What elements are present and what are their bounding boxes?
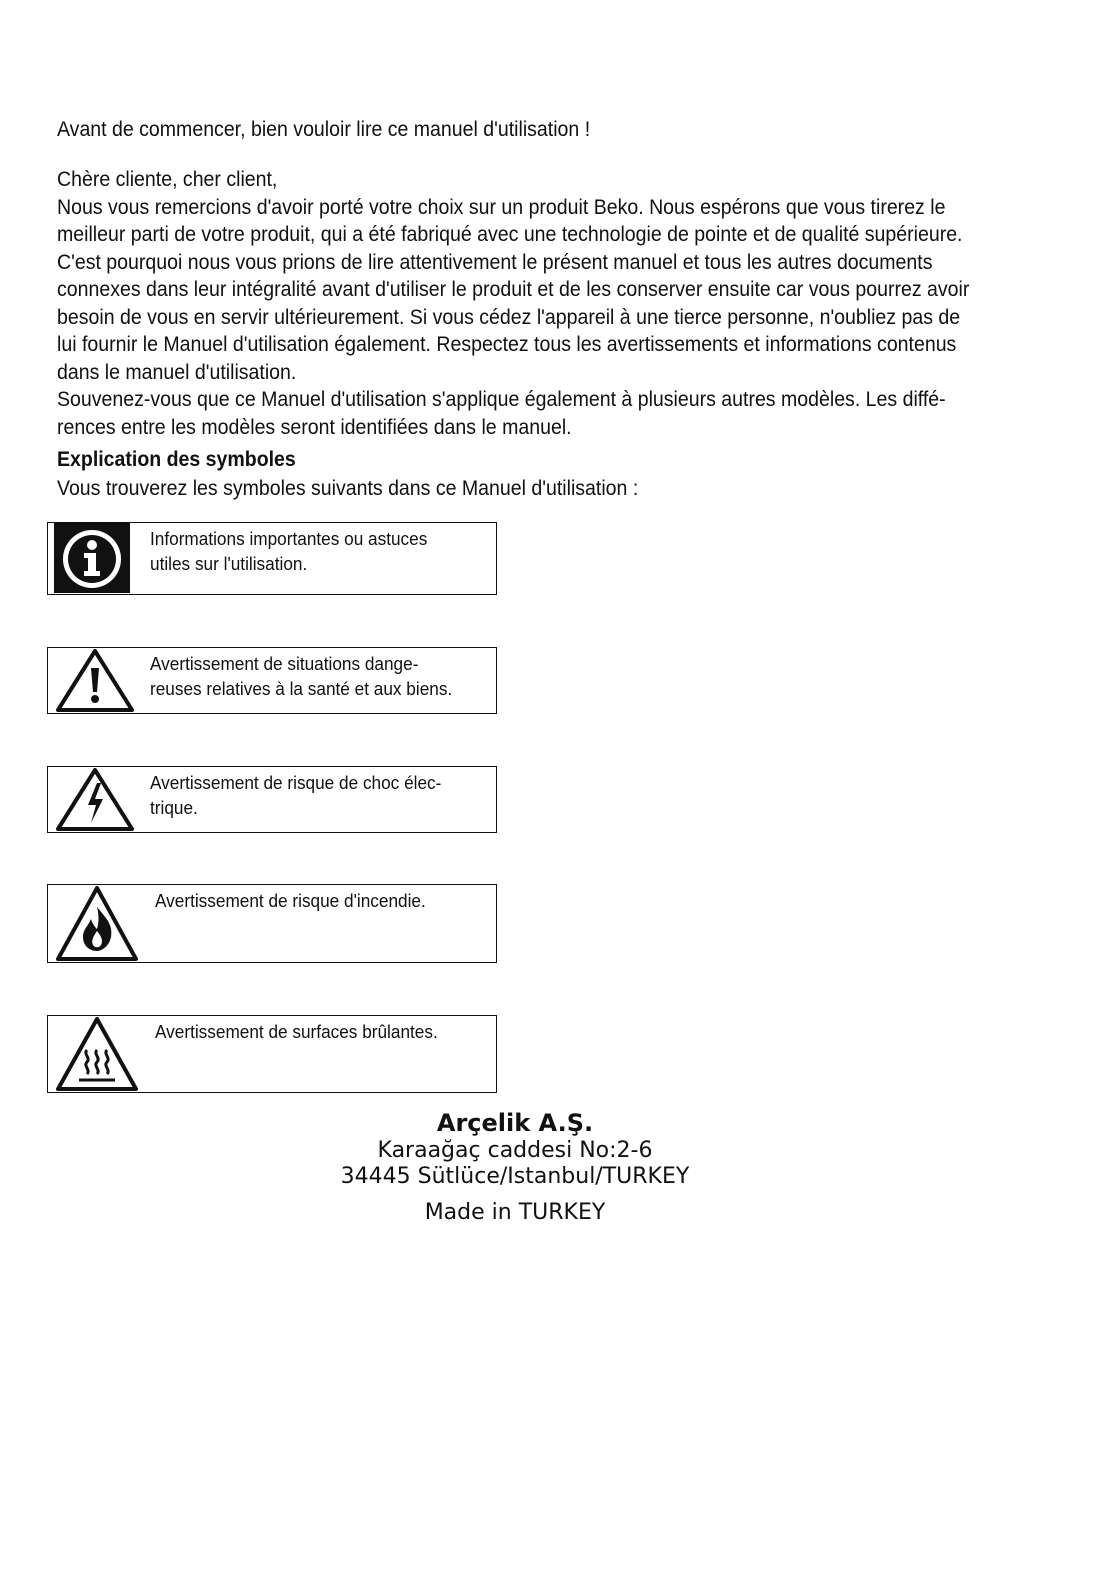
intro-text <box>57 166 992 441</box>
company-address <box>300 1108 730 1226</box>
symbol-box-warning <box>47 647 497 714</box>
intro-line: lui fournir le Manuel d'utilisation également. Respectez tous les avertissements et informations contenus <box>57 333 957 356</box>
symbol-box-info <box>47 522 497 595</box>
intro-line: Chère cliente, cher client, <box>57 168 278 191</box>
symbols-title: Explication des symboles <box>57 448 296 471</box>
company-name: Arçelik A.Ş. <box>436 1109 594 1137</box>
symbol-label-line: utiles sur l'utilisation. <box>150 553 308 574</box>
intro-line: dans le manuel d'utilisation. <box>57 360 297 384</box>
company-street: Karaağaç caddesi No:2-6 <box>377 1138 653 1163</box>
intro-line: Nous vous remercions d'avoir porté votre choix sur un produit Beko. Nous espérons que vous tirerez le <box>57 195 946 219</box>
symbol-box-fire <box>47 884 497 963</box>
symbol-label <box>155 888 499 913</box>
intro-line: connexes dans leur intégralité avant d'utiliser le produit et de les conserver ensuite car vous pourrez avoir <box>57 278 970 301</box>
symbol-label-line: Informations importantes ou astuces <box>150 528 428 549</box>
electric-shock-icon <box>55 767 135 831</box>
symbol-label-line: Avertissement de risque de choc élec- <box>150 772 442 793</box>
symbol-label-line: Avertissement de situations dange- <box>150 653 419 674</box>
info-icon <box>54 523 130 593</box>
intro-line: C'est pourquoi nous vous prions de lire attentivement le présent manuel et tous les autres documents <box>57 250 933 274</box>
intro-line: besoin de vous en servir ultérieurement. Si vous cédez l'appareil à une tierce personne, n'oubliez pas de <box>57 305 961 329</box>
symbol-box-hot-surface <box>47 1015 497 1093</box>
symbol-label <box>150 770 494 820</box>
warning-icon <box>55 648 135 712</box>
symbol-label-line: trique. <box>150 797 198 818</box>
company-city: 34445 Sütlüce/Istanbul/TURKEY <box>340 1164 690 1189</box>
symbol-label <box>150 526 494 576</box>
fire-icon <box>55 885 139 961</box>
page-heading: Avant de commencer, bien vouloir lire ce manuel d'utilisation ! <box>57 118 591 141</box>
symbols-intro: Vous trouverez les symboles suivants dans ce Manuel d'utilisation : <box>57 477 639 500</box>
intro-line: rences entre les modèles seront identifiées dans le manuel. <box>57 415 572 439</box>
symbol-label-line: reuses relatives à la santé et aux biens. <box>150 678 453 699</box>
symbol-label <box>150 651 494 701</box>
made-in: Made in TURKEY <box>424 1200 606 1225</box>
intro-line: Souvenez-vous que ce Manuel d'utilisation s'applique également à plusieurs autres modèles. Les diffé- <box>57 388 946 411</box>
symbol-label-line: Avertissement de surfaces brûlantes. <box>155 1021 438 1042</box>
intro-line: meilleur parti de votre produit, qui a été fabriqué avec une technologie de pointe et de qualité supérieure. <box>57 223 963 246</box>
hot-surface-icon <box>55 1016 139 1091</box>
symbol-box-electric <box>47 766 497 833</box>
symbol-label-line: Avertissement de risque d'incendie. <box>155 890 426 911</box>
symbol-label <box>155 1019 499 1044</box>
